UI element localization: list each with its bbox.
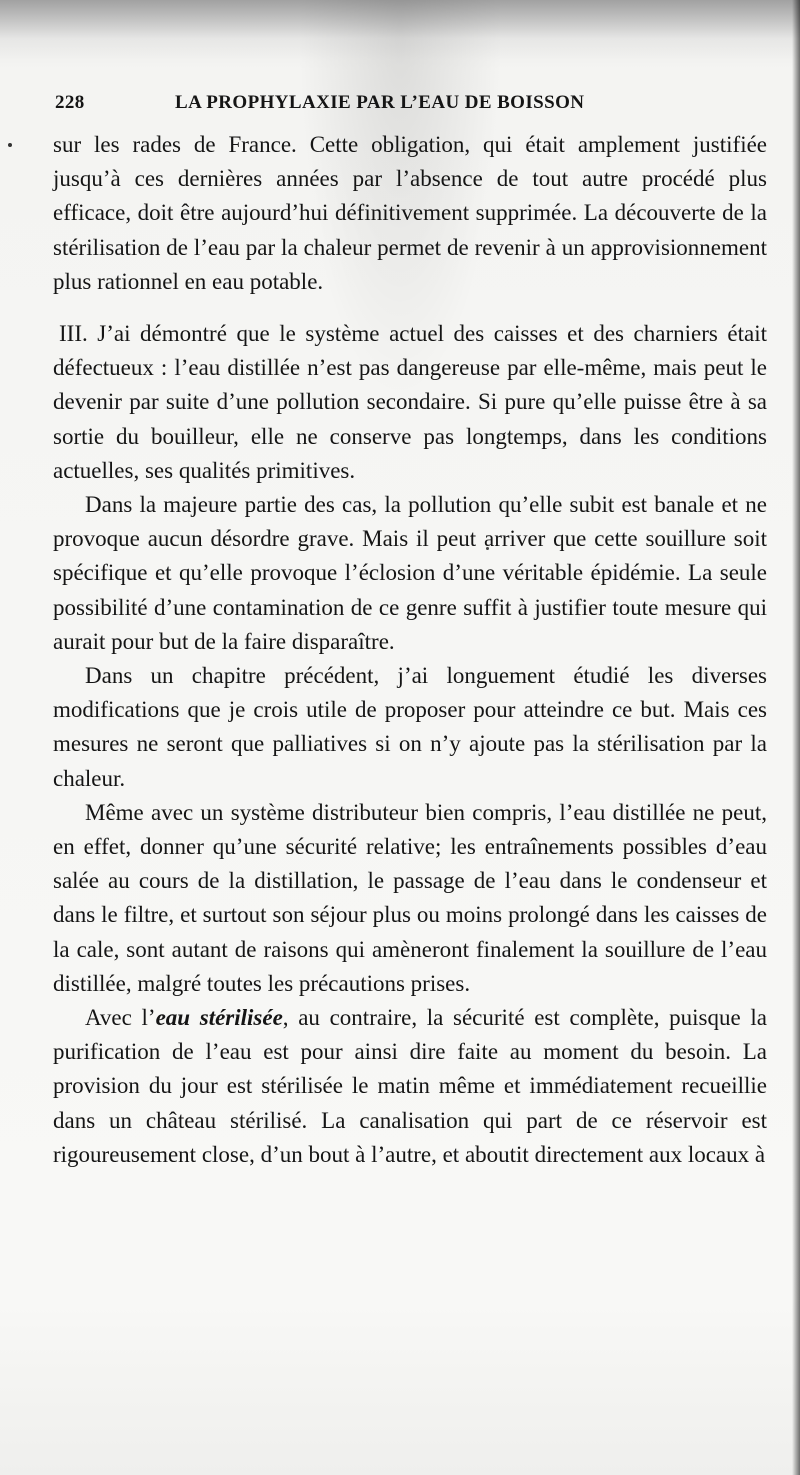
paragraph-section-iii: III. J’ai démontré que le système actuel des caisses et des charniers était défectueux : l’eau distillée n’est pas dangereuse par elle-même, mais peut le devenir par suite d’une pollution secondaire. Si pure qu’elle puisse être à sa sortie du bouilleur, elle ne conserve pas longtemps, dans les conditions actuelles, ses qualités primitives. (53, 321, 767, 483)
paragraph-distributor-system: Même avec un système distributeur bien compris, l’eau distillée ne peut, en effet, donner qu’une sécurité relative; les entraînements possibles d’eau salée au cours de la distillation, le passage de l’eau dans le condenseur et dans le filtre, et surtout son séjour plus ou moins prolongé dans les caisses de la cale, sont autant de raisons qui amèneront finalement la souillure de l’eau distillée, malgré toutes les précautions prises. (53, 799, 767, 996)
page-number: 228 (55, 92, 85, 113)
paragraph-previous-chapter: Dans un chapitre précédent, j’ai longuement étudié les diverses modifications que je crois utile de proposer pour atteindre ce but. Mais ces mesures ne seront que palliatives si on n’y ajoute pas la stérilisation par la chaleur. (53, 663, 767, 791)
running-title: LA PROPHYLAXIE PAR L’EAU DE BOISSON (175, 92, 585, 113)
paragraph-pollution: Dans la majeure partie des cas, la pollution qu’elle subit est banale et ne provoque aucun désordre grave. Mais il peut arriver que cette souillure soit spécifique et qu’elle provoque l’éclosion d’une véritable épidémie. La seule possibilité d’une contamination de ce genre suffit à justifier toute mesure qui aurait pour but de la faire disparaître. (53, 492, 767, 654)
paragraph-rest: , au contraire, la sécurité est complète, puisque la purification de l’eau est pour ainsi dire faite au moment du besoin. La provision du jour est stérilisée le matin même et immédiatement recueillie dans un château stérilisé. La canalisation qui part de ce réservoir est rigoureusement close, d’un bout à l’autre, et aboutit directement aux locaux à (53, 1005, 767, 1167)
paragraph-lead: Avec l’ (85, 1005, 156, 1031)
body-text (53, 128, 767, 1172)
scan-edge-right (792, 0, 800, 1475)
paragraph-continuation: sur les rades de France. Cette obligation, qui était amplement justifiée jusqu’à ces dernières années par l’absence de tout autre procédé plus efficace, doit être aujourd’hui définitivement supprimée. La découverte de la stérilisation de l’eau par la chaleur permet de revenir à un approvisionnement plus rationnel en eau potable. (53, 132, 767, 294)
page-header (55, 92, 745, 118)
scan-shadow-top (0, 0, 800, 70)
margin-speck (8, 143, 12, 147)
emphasized-term: eau stérilisée (155, 1005, 283, 1031)
paragraph-sterilized-water (53, 1001, 767, 1172)
